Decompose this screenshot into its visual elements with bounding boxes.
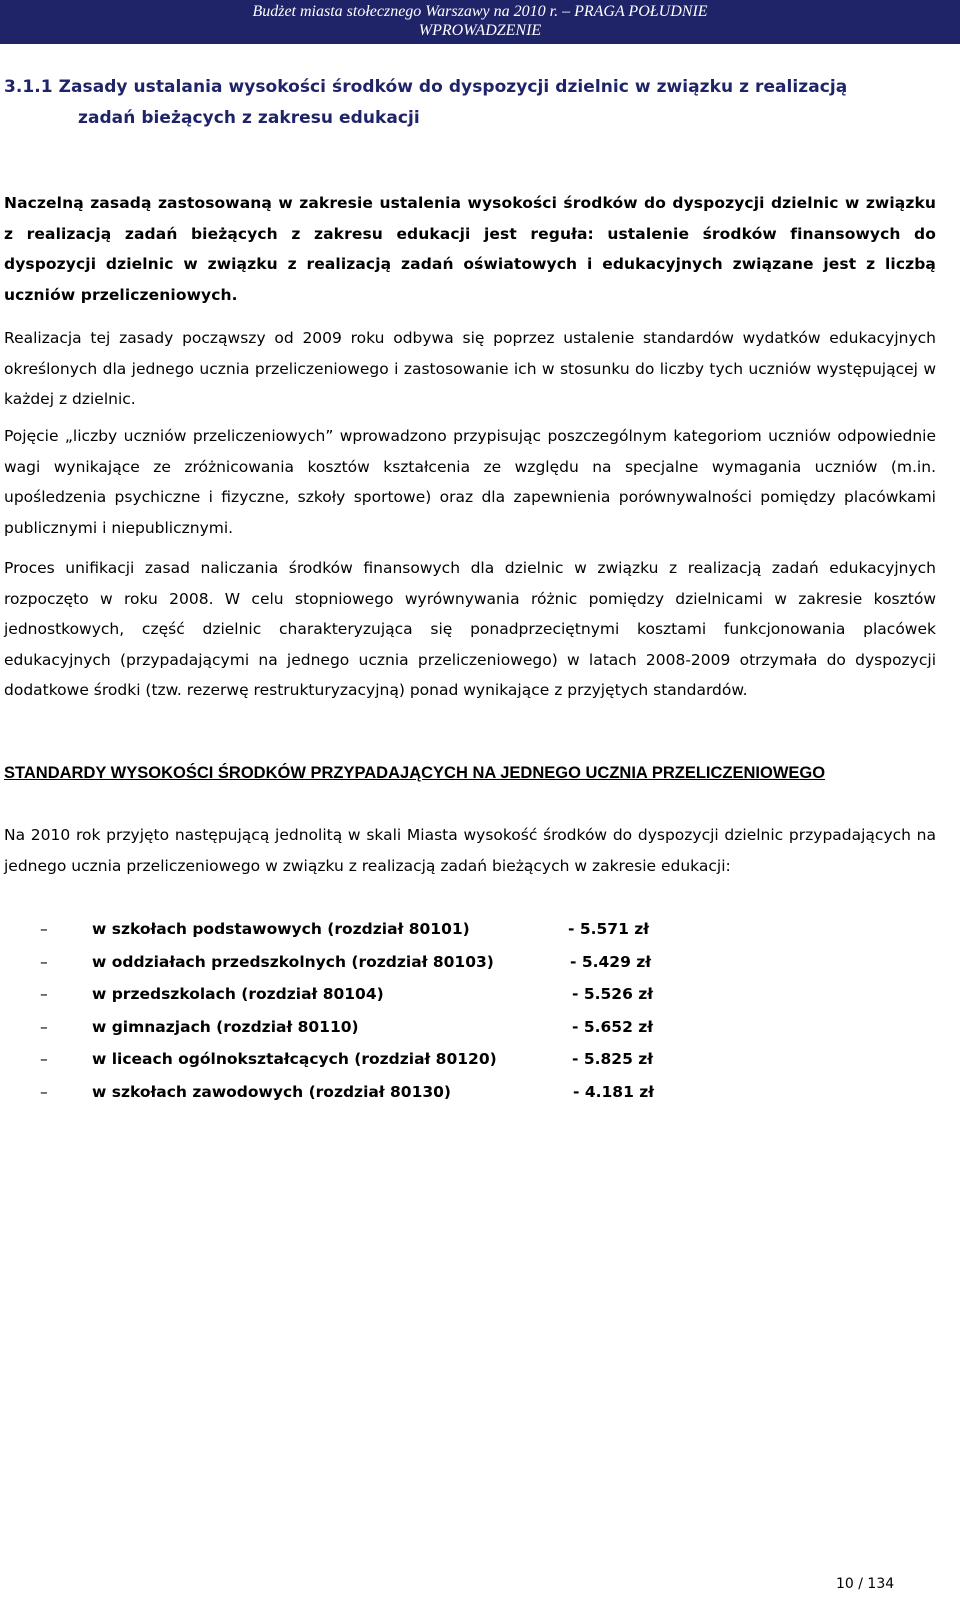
list-item [40, 946, 740, 979]
dash-bullet: – [40, 1017, 48, 1036]
list-item-amount: - 5.429 zł [570, 952, 652, 971]
section-title [4, 72, 949, 134]
dash-bullet: – [40, 1050, 48, 1068]
page-number: 10 / 134 [836, 1576, 895, 1592]
list-item-label: w liceach ogólnokształcących (rozdział 80120) [92, 1050, 497, 1068]
list-item-label: w szkołach podstawowych (rozdział 80101) [92, 920, 470, 938]
dash-bullet: – [40, 1082, 48, 1101]
list-item-amount: - 5.526 zł [572, 985, 654, 1003]
header-title: Budżet miasta stołecznego Warszawy na 2010 r. – PRAGA POŁUDNIE [252, 3, 708, 20]
dash-bullet: – [40, 920, 48, 938]
dash-bullet: – [40, 985, 48, 1003]
paragraph-5: Na 2010 rok przyjęto następującą jednolitą w skali Miasta wysokość środków do dyspozycji dzielnic przypadających na jednego ucznia przeliczeniowego w związku z realizacją zadań bieżących w zakresie edukacji: [4, 826, 936, 875]
list-item-label: w gimnazjach (rozdział 80110) [92, 1017, 359, 1036]
list-item [40, 1076, 740, 1109]
standards-list [40, 913, 740, 1108]
section-number: 3.1.1 [4, 77, 53, 97]
list-item [40, 978, 740, 1011]
list-item-label: w przedszkolach (rozdział 80104) [92, 985, 384, 1003]
paragraph-2: Realizacja tej zasady począwszy od 2009 roku odbywa się poprzez ustalenie standardów wydatków edukacyjnych określonych dla jednego ucznia przeliczeniowego i zastosowanie ich w stosunku do liczby tych uczniów występującej w każdej z dzielnic. [4, 329, 936, 408]
standards-heading: STANDARDY WYSOKOŚCI ŚRODKÓW PRZYPADAJĄCYCH NA JEDNEGO UCZNIA PRZELICZENIOWEGO [4, 764, 826, 782]
list-item-amount: - 5.571 zł [568, 920, 650, 938]
intro-paragraph: Naczelną zasadą zastosowaną w zakresie ustalenia wysokości środków do dyspozycji dzielnic w związku z realizacją zadań bieżących z zakresu edukacji jest reguła: ustalenie środków finansowych do dyspozycji dzielnic w związku z realizacją zadań oświatowych i edukacyjnych związane jest z liczbą uczniów przeliczeniowych. [4, 194, 936, 304]
list-item-label: w oddziałach przedszkolnych (rozdział 80103) [92, 952, 494, 971]
list-item [40, 913, 740, 946]
paragraph-3: Pojęcie „liczby uczniów przeliczeniowych” wprowadzono przypisując poszczególnym kategoriom uczniów odpowiednie wagi wynikające ze zróżnicowania kosztów kształcenia ze względu na specjalne wymagania uczniów (m.in. upośledzenia psychiczne i fizyczne, szkoły sportowe) oraz dla zapewnienia porównywalności pomiędzy placówkami publicznymi i niepublicznymi. [4, 427, 936, 537]
paragraph-4: Proces unifikacji zasad naliczania środków finansowych dla dzielnic w związku z realizacją zadań edukacyjnych rozpoczęto w roku 2008. W celu stopniowego wyrównywania różnic pomiędzy dzielnicami w zakresie kosztów jednostkowych, część dzielnic charakteryzująca się ponadprzeciętnymi kosztami funkcjonowania placówek edukacyjnych (przypadającymi na jednego ucznia przeliczeniowego) w latach 2008-2009 otrzymała do dyspozycji dodatkowe środki (tzw. rezerwę restrukturyzacyjną) ponad wynikające z przyjętych standardów. [4, 559, 936, 699]
page-header [0, 0, 960, 44]
list-item-amount: - 5.652 zł [572, 1017, 654, 1036]
list-item [40, 1011, 740, 1044]
list-item-label: w szkołach zawodowych (rozdział 80130) [92, 1082, 452, 1101]
list-item [40, 1043, 740, 1076]
list-item-amount: - 4.181 zł [573, 1082, 655, 1101]
dash-bullet: – [40, 952, 48, 971]
section-title-line2: zadań bieżących z zakresu edukacji [78, 108, 420, 128]
section-title-line1: Zasady ustalania wysokości środków do dyspozycji dzielnic w związku z realizacją [58, 77, 848, 97]
list-item-amount: - 5.825 zł [572, 1050, 654, 1068]
header-subtitle: WPROWADZENIE [418, 22, 542, 39]
